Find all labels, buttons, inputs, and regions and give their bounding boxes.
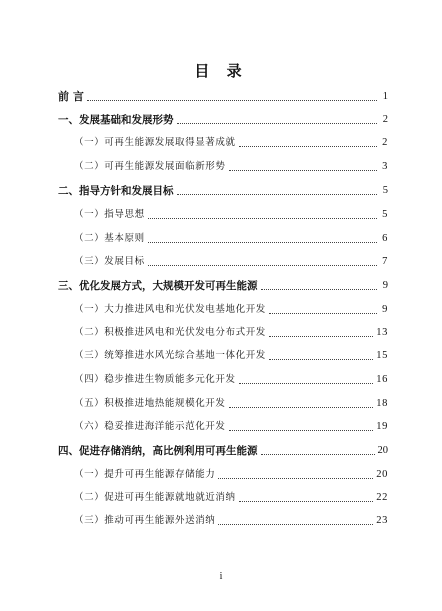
toc-dot-leader (218, 477, 373, 479)
toc-entry-label: （一）指导思想 (74, 209, 145, 220)
toc-entry[interactable] (58, 88, 388, 104)
toc-entry[interactable] (58, 489, 388, 505)
toc-entry[interactable] (58, 347, 388, 363)
toc-entry-page-number: 5 (382, 209, 388, 220)
toc-entry-label: （三）统筹推进水风光综合基地一体化开发 (74, 350, 266, 361)
toc-title: 目 录 (194, 62, 248, 80)
toc-entry-page-number: 2 (382, 137, 388, 148)
toc-entry-page-number: 20 (376, 469, 388, 480)
toc-entry[interactable] (58, 253, 388, 269)
toc-entry-page-number: 9 (382, 280, 388, 291)
toc-entry[interactable] (58, 371, 388, 387)
toc-entry-label: 二、指导方针和发展目标 (58, 185, 174, 197)
toc-dot-leader (148, 217, 377, 219)
toc-entry-label: （一）提升可再生能源存储能力 (74, 469, 216, 480)
toc-dot-leader (269, 358, 373, 360)
toc-entry[interactable] (58, 206, 388, 222)
toc-dot-leader (239, 500, 374, 502)
toc-dot-leader (229, 429, 374, 431)
toc-entry-label: 三、优化发展方式，大规模开发可再生能源 (58, 280, 258, 292)
toc-dot-leader (148, 264, 377, 266)
toc-entry[interactable] (58, 158, 388, 174)
toc-entry[interactable] (58, 442, 388, 458)
toc-entry[interactable] (58, 395, 388, 411)
toc-entry-page-number: 23 (376, 515, 388, 526)
toc-entry-page-number: 20 (377, 445, 388, 456)
toc-entry-label: （二）可再生能源发展面临新形势 (74, 161, 226, 172)
toc-entry-label: （二）基本原则 (74, 233, 145, 244)
toc-entry-page-number: 6 (382, 233, 388, 244)
toc-entry-label: 一、发展基础和发展形势 (58, 114, 174, 126)
toc-dot-leader (148, 241, 377, 243)
toc-dot-leader (87, 99, 377, 101)
toc-entry-label: （三）发展目标 (74, 256, 145, 267)
toc-dot-leader (261, 288, 378, 290)
toc-entry[interactable] (58, 111, 388, 127)
toc-dot-leader (177, 122, 378, 124)
toc-entry[interactable] (58, 301, 388, 317)
toc-entry-label: （二）促进可再生能源就地就近消纳 (74, 492, 236, 503)
toc-entry[interactable] (58, 277, 388, 293)
toc-entry-page-number: 9 (382, 304, 388, 315)
toc-dot-leader (229, 406, 374, 408)
toc-entry[interactable] (58, 418, 388, 434)
toc-entry-page-number: 1 (382, 91, 388, 102)
toc-entry-page-number: 16 (376, 374, 388, 385)
toc-entry-page-number: 18 (376, 398, 388, 409)
toc-dot-leader (218, 523, 373, 525)
toc-dot-leader (269, 312, 377, 314)
toc-entry-page-number: 3 (382, 161, 388, 172)
toc-entry-label: （一）可再生能源发展取得显著成就 (74, 137, 236, 148)
toc-entry-page-number: 15 (376, 350, 388, 361)
toc-dot-leader (239, 382, 374, 384)
toc-entry[interactable] (58, 512, 388, 528)
toc-dot-leader (229, 169, 377, 171)
toc-dot-leader (177, 193, 378, 195)
page-number-footer: i (219, 571, 223, 582)
toc-entry-label: （六）稳妥推进海洋能示范化开发 (74, 421, 226, 432)
toc-entry[interactable] (58, 182, 388, 198)
toc-entry[interactable] (58, 324, 388, 340)
toc-entry-page-number: 2 (382, 114, 388, 125)
toc-entry-page-number: 22 (376, 492, 388, 503)
toc-dot-leader (269, 335, 373, 337)
toc-entry-label: （三）推动可再生能源外送消纳 (74, 515, 216, 526)
toc-entry[interactable] (58, 466, 388, 482)
toc-entry-page-number: 7 (382, 256, 388, 267)
toc-dot-leader (239, 145, 377, 147)
toc-entry-label: （四）稳步推进生物质能多元化开发 (74, 374, 236, 385)
toc-entry-page-number: 19 (376, 421, 388, 432)
toc-entry-label: （一）大力推进风电和光伏发电基地化开发 (74, 304, 266, 315)
toc-dot-leader (261, 453, 375, 455)
toc-entry[interactable] (58, 230, 388, 246)
toc-entry[interactable] (58, 134, 388, 150)
toc-entry-page-number: 5 (382, 185, 388, 196)
toc-entry-label: （五）积极推进地热能规模化开发 (74, 398, 226, 409)
toc-entry-label: （二）积极推进风电和光伏发电分布式开发 (74, 327, 266, 338)
toc-entry-label: 前 言 (58, 90, 84, 103)
toc-entry-page-number: 13 (376, 327, 388, 338)
toc-entry-label: 四、促进存储消纳，高比例利用可再生能源 (58, 445, 258, 457)
